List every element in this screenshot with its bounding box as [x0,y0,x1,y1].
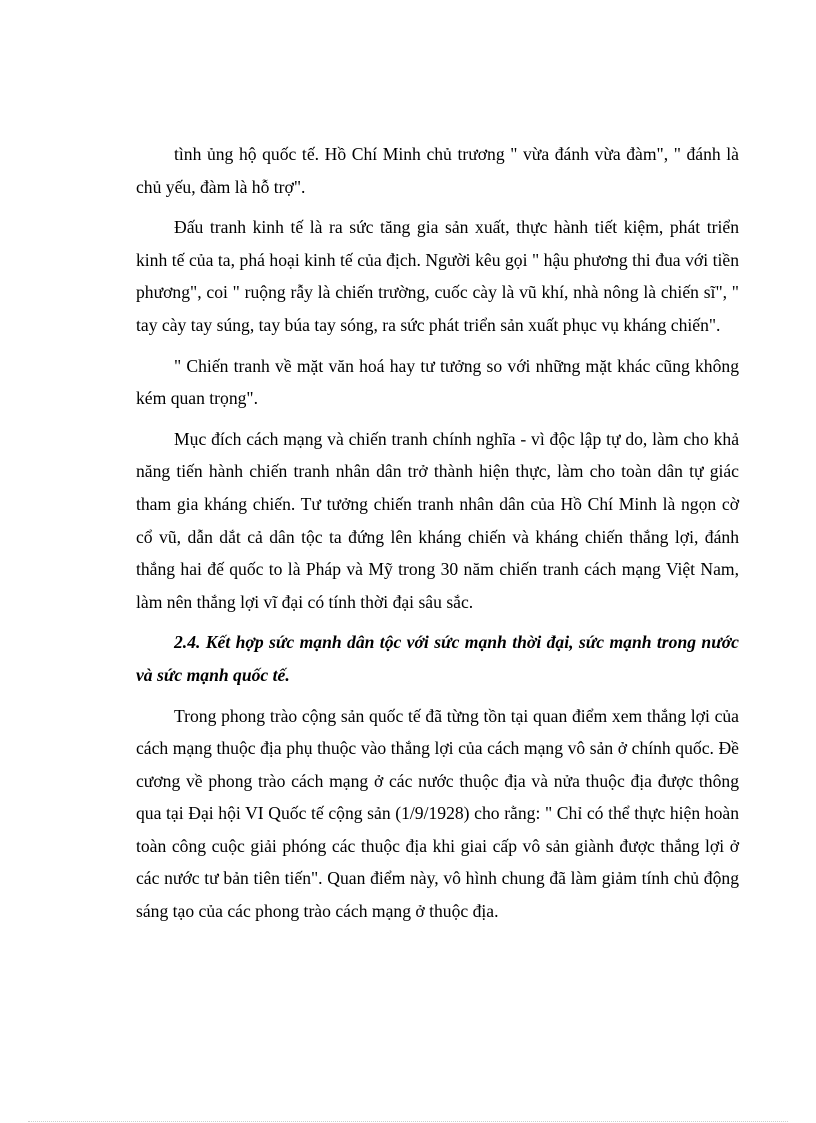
section-heading-2-4: 2.4. Kết hợp sức mạnh dân tộc với sức mạnh thời đại, sức mạnh trong nước và sức mạnh quốc tế. [136,632,739,685]
page-bottom-divider [28,1121,788,1122]
paragraph-cultural-war: " Chiến tranh về mặt văn hoá hay tư tưởng so với những mặt khác cũng không kém quan trọng". [136,355,739,409]
paragraph-comintern-view: Trong phong trào cộng sản quốc tế đã từng tồn tại quan điểm xem thắng lợi của cách mạng thuộc địa phụ thuộc vào thắng lợi của cách mạng vô sản ở chính quốc. Đề cương về phong trào cách mạng ở các nước thuộc địa và nửa thuộc địa được thông qua tại Đại hội VI Quốc tế cộng sản (1/9/1928) cho rằng: " Chỉ có thể thực hiện hoàn toàn công cuộc giải phóng các thuộc địa khi giai cấp vô sản giành được thắng lợi ở các nước tư bản tiên tiến". Quan điểm này, vô hình chung đã làm giảm tính chủ động sáng tạo của các phong trào cách mạng ở thuộc địa. [136,705,739,922]
paragraph-intl-support: tình ủng hộ quốc tế. Hồ Chí Minh chủ trương " vừa đánh vừa đàm", " đánh là chủ yếu, đàm là hỗ trợ". [136,144,739,197]
paragraph-peoples-war: Mục đích cách mạng và chiến tranh chính nghĩa - vì độc lập tự do, làm cho khả năng tiến hành chiến tranh nhân dân trở thành hiện thực, làm cho toàn dân tự giác tham gia kháng chiến. Tư tưởng chiến tranh nhân dân của Hồ Chí Minh là ngọn cờ cổ vũ, dẫn dắt cả dân tộc ta đứng lên kháng chiến và kháng chiến thắng lợi, đánh thắng hai đế quốc to là Pháp và Mỹ trong 30 năm chiến tranh cách mạng Việt Nam, làm nên thắng lợi vĩ đại có tính thời đại sâu sắc. [136,428,739,612]
document-page [136,138,739,936]
paragraph-economic-struggle: Đấu tranh kinh tế là ra sức tăng gia sản xuất, thực hành tiết kiệm, phát triển kinh tế của ta, phá hoại kinh tế của địch. Người kêu gọi " hậu phương thi đua với tiền phương", coi " ruộng rẫy là chiến trường, cuốc cày là vũ khí, nhà nông là chiến sĩ", " tay cày tay súng, tay búa tay sóng, ra sức phát triển sản xuất phục vụ kháng chiến". [136,217,739,335]
